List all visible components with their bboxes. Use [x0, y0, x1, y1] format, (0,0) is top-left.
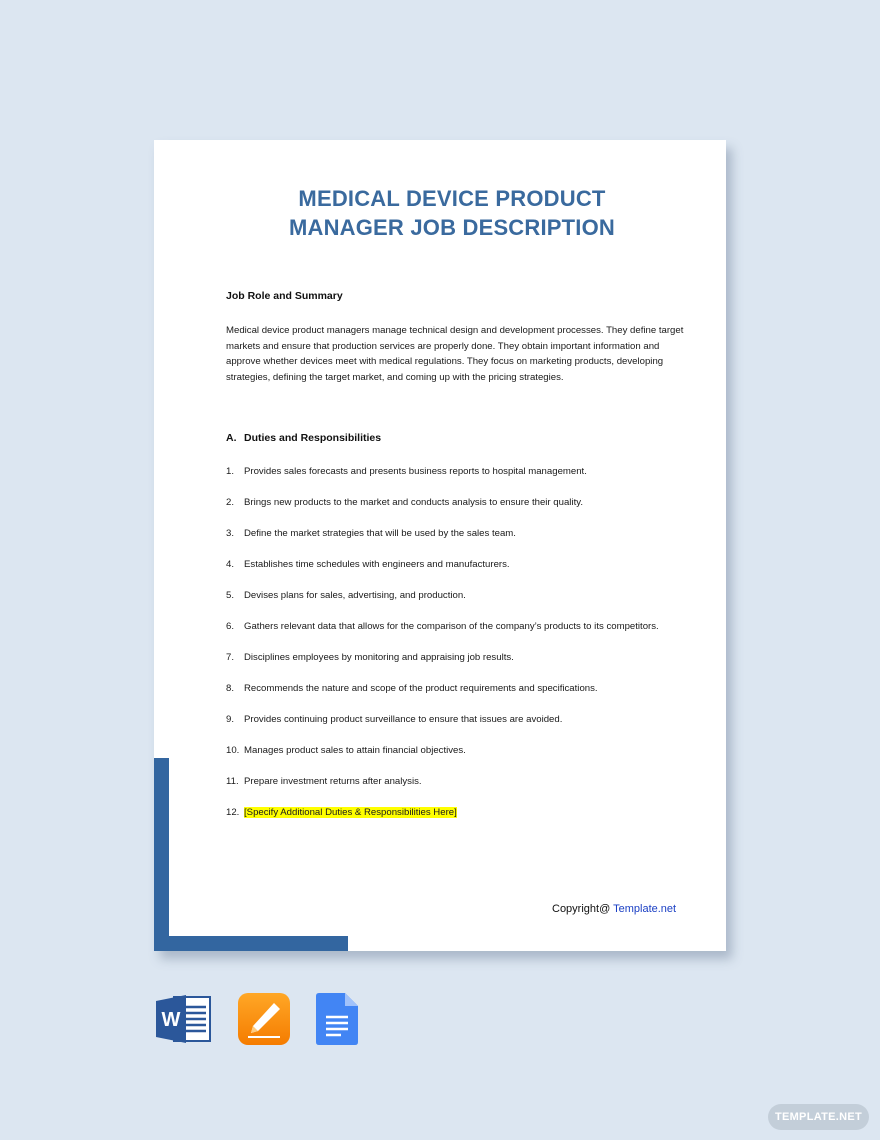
- accent-bar-vertical: [154, 758, 169, 951]
- copyright-line: [552, 903, 676, 915]
- duty-text: Establishes time schedules with engineers and manufacturers.: [244, 559, 510, 570]
- duty-item: [226, 557, 686, 572]
- duty-item: [226, 650, 686, 665]
- duties-heading-label: Duties and Responsibilities: [244, 432, 382, 444]
- template-net-watermark[interactable]: TEMPLATE.NET: [768, 1104, 869, 1130]
- document-page: [154, 140, 726, 951]
- duty-text: Manages product sales to attain financial objectives.: [244, 745, 466, 756]
- duty-item: [226, 743, 686, 758]
- duty-text: Disciplines employees by monitoring and appraising job results.: [244, 652, 514, 663]
- duty-item: [226, 681, 686, 696]
- duty-number: 3.: [226, 528, 235, 539]
- duties-heading: [226, 432, 381, 444]
- duty-text: Brings new products to the market and conducts analysis to ensure their quality.: [244, 497, 583, 508]
- duty-number: 2.: [226, 497, 235, 508]
- duty-item: [226, 619, 686, 634]
- duty-number: 9.: [226, 714, 235, 725]
- duty-number: 1.: [226, 466, 235, 477]
- duty-placeholder-text[interactable]: [244, 805, 686, 820]
- google-docs-icon[interactable]: [316, 993, 368, 1045]
- accent-bar-horizontal: [154, 936, 348, 951]
- duty-number: 7.: [226, 652, 235, 663]
- duties-heading-letter: A.: [226, 432, 237, 444]
- duty-number: 4.: [226, 559, 235, 570]
- copyright-link[interactable]: Template.net: [613, 903, 677, 915]
- duty-text: Prepare investment returns after analysis.: [244, 776, 422, 787]
- copyright-prefix: Copyright@: [552, 903, 614, 915]
- summary-heading: Job Role and Summary: [226, 290, 343, 302]
- duty-number: 6.: [226, 621, 235, 632]
- duty-number: 11.: [226, 776, 239, 787]
- duty-text: Provides sales forecasts and presents business reports to hospital management.: [244, 466, 587, 477]
- duty-item: [226, 495, 686, 510]
- duty-text: Recommends the nature and scope of the product requirements and specifications.: [244, 683, 598, 694]
- duty-item: [226, 526, 686, 541]
- duty-number: 5.: [226, 590, 235, 601]
- duties-list: [226, 464, 686, 836]
- duty-text: Gathers relevant data that allows for the comparison of the company’s products to its competitors.: [244, 621, 659, 632]
- pages-icon-graphic: [238, 993, 290, 1045]
- apple-pages-icon[interactable]: [238, 993, 290, 1045]
- duty-text: Devises plans for sales, advertising, and production.: [244, 590, 466, 601]
- svg-text:W: W: [161, 1009, 181, 1031]
- duty-text: Provides continuing product surveillance to ensure that issues are avoided.: [244, 714, 563, 725]
- title-line-1: MEDICAL DEVICE PRODUCT: [298, 186, 606, 211]
- duty-number: 8.: [226, 683, 235, 694]
- duty-item: [226, 774, 686, 789]
- duty-item: [226, 588, 686, 603]
- duty-text: Define the market strategies that will be used by the sales team.: [244, 528, 516, 539]
- highlighted-placeholder[interactable]: [Specify Additional Duties & Responsibilities Here]: [244, 807, 457, 818]
- word-icon-graphic: [156, 993, 212, 1045]
- docs-icon-graphic: [316, 993, 358, 1045]
- duty-item: [226, 712, 686, 727]
- duty-item: [226, 805, 686, 820]
- duty-number: 10.: [226, 745, 240, 756]
- document-title: [154, 184, 750, 242]
- summary-paragraph: Medical device product managers manage technical design and development processes. They define target markets and ensure that production services are properly done. They obtain important information and approve whether devices meet with medical regulations. They focus on marketing products, developing strategies, defining the target market, and coming up with the pricing strategies.: [226, 325, 684, 383]
- duty-item: [226, 464, 686, 479]
- duty-number: 12.: [226, 807, 240, 818]
- title-line-2: MANAGER JOB DESCRIPTION: [288, 215, 616, 240]
- microsoft-word-icon[interactable]: [156, 993, 208, 1045]
